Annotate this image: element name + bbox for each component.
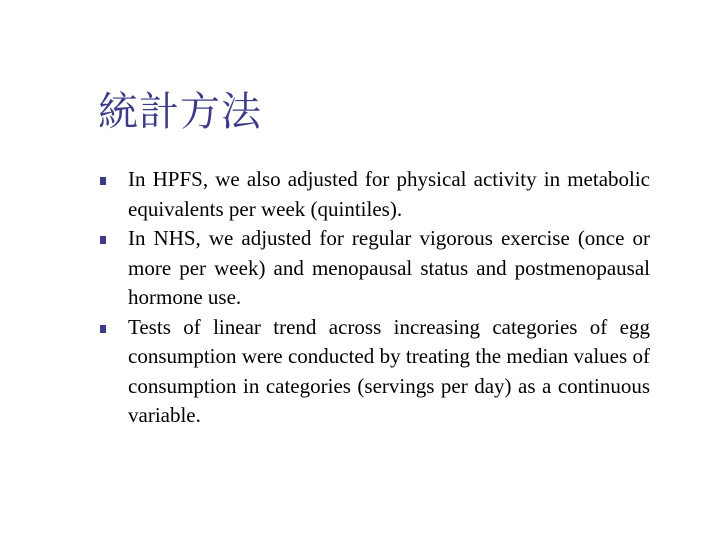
slide-title: 統計方法	[98, 89, 262, 135]
bullet-text: Tests of linear trend across increasing categories of egg consumption were conducted by treating the median values of consumption in categories (servings per day) as a continuous variable.	[128, 314, 650, 427]
bullet-item-nhs-adjustment	[98, 224, 650, 313]
bullet-text: In NHS, we adjusted for regular vigorous exercise (once or more per week) and menopausal status and postmenopausal hormone use.	[128, 226, 650, 309]
bullet-item-physical-activity	[98, 165, 650, 224]
square-bullet-icon	[100, 325, 106, 333]
bullet-list	[98, 165, 650, 431]
bullet-item-linear-trend	[98, 313, 650, 431]
square-bullet-icon	[100, 236, 106, 244]
square-bullet-icon	[100, 177, 106, 185]
bullet-text: In HPFS, we also adjusted for physical activity in metabolic equivalents per week (quintiles).	[128, 167, 650, 221]
